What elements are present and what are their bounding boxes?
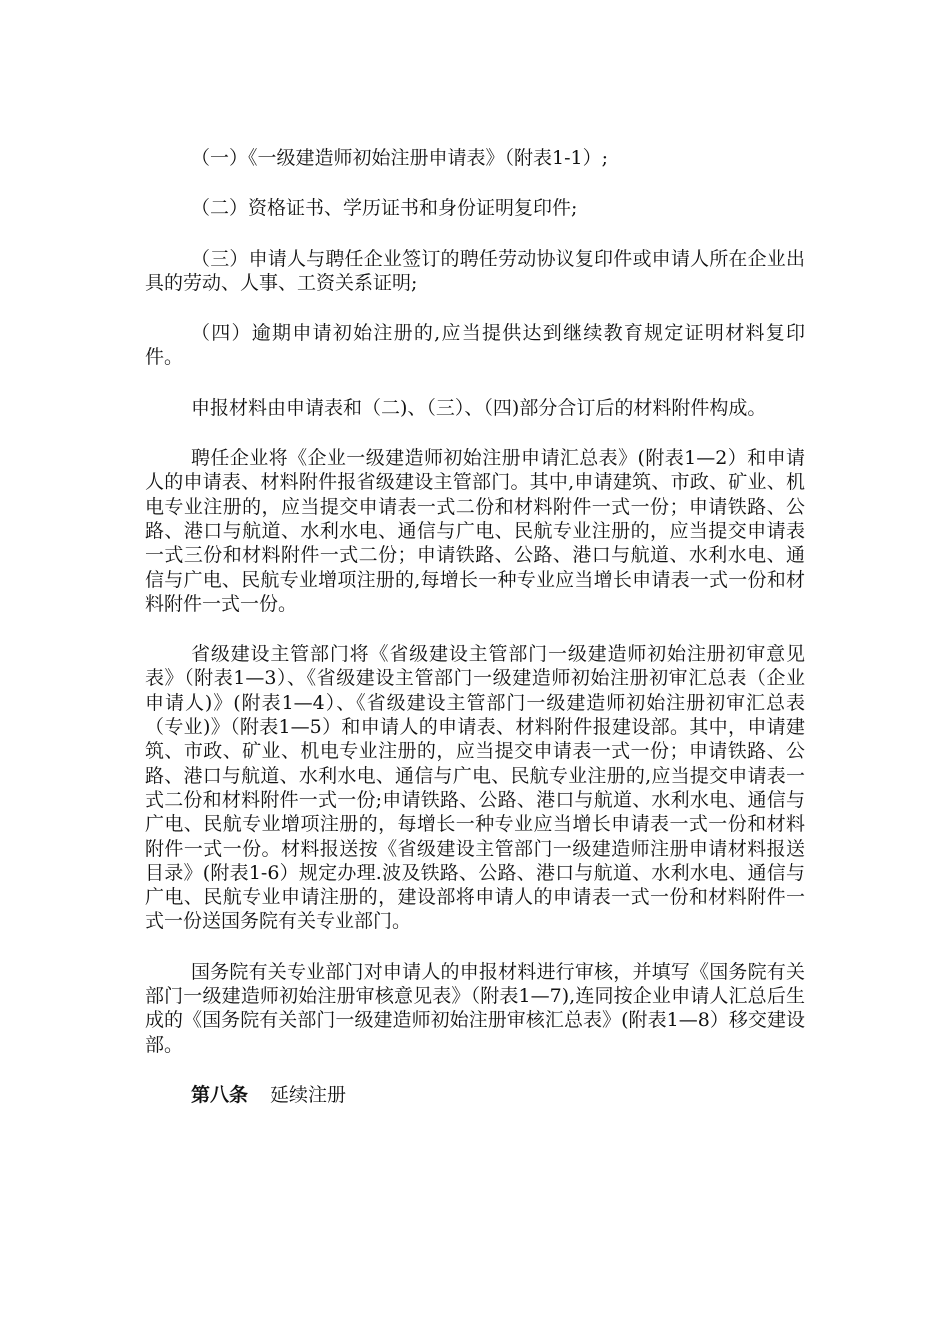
document-body <box>145 146 805 1107</box>
paragraph-materials: 申报材料由申请表和（二)、（三）、（四)部分合订后的材料附件构成。 <box>191 396 767 419</box>
paragraph-employer: 聘任企业将《企业一级建造师初始注册申请汇总表》(附表1—2）和申请人的申请表、材料附件报省级建设主管部门。其中,申请建筑、市政、矿业、机电专业注册的，应当提交申请表一式二份和材料附件一式一份；申请铁路、公路、港口与航道、水利水电、通信与广电、民航专业注册的，应当提交申请表一式三份和材料附件一式二份；申请铁路、公路、港口与航道、水利水电、通信与广电、民航专业增项注册的,每增长一种专业应当增长申请表一式一份和材料附件一式一份。 <box>145 447 805 615</box>
paragraph-state-council: 国务院有关专业部门对申请人的申报材料进行审核，并填写《国务院有关部门一级建造师初始注册审核意见表》（附表1—7),连同按企业申请人汇总后生成的《国务院有关部门一级建造师初始注册审核汇总表》(附表1—8）移交建设部。 <box>145 960 805 1056</box>
paragraph-item-4: （四）逾期申请初始注册的,应当提供达到继续教育规定证明材料复印件。 <box>145 322 805 369</box>
paragraph-item-1: （一）《一级建造师初始注册申请表》（附表1-1）; <box>191 147 608 169</box>
article-number: 第八条 <box>191 1083 249 1106</box>
paragraph-item-2: （二）资格证书、学历证书和身份证明复印件; <box>191 197 578 220</box>
section-heading <box>145 1083 805 1107</box>
article-title: 延续注册 <box>270 1083 347 1106</box>
paragraph-item-3: （三）申请人与聘任企业签订的聘任劳动协议复印件或申请人所在企业出具的劳动、人事、工资关系证明; <box>145 247 805 294</box>
paragraph-provincial: 省级建设主管部门将《省级建设主管部门一级建造师初始注册初审意见表》（附表1—3）、《省级建设主管部门一级建造师初始注册初审汇总表（企业申请人)》(附表1—4）、《省级建设主管部门一级建造师初始注册初审汇总表（专业)》（附表1—5）和申请人的申请表、材料附件报建设部。其中，申请建筑、市政、矿业、机电专业注册的，应当提交申请表一式一份；申请铁路、公路、港口与航道、水利水电、通信与广电、民航专业注册的,应当提交申请表一式二份和材料附件一式一份;申请铁路、公路、港口与航道、水利水电、通信与广电、民航专业增项注册的，每增长一种专业应当增长申请表一式一份和材料附件一式一份。材料报送按《省级建设主管部门一级建造师注册申请材料报送目录》(附表1-6）规定办理.波及铁路、公路、港口与航道、水利水电、通信与广电、民航专业申请注册的，建设部将申请人的申请表一式一份和材料附件一式一份送国务院有关专业部门。 <box>145 643 805 933</box>
